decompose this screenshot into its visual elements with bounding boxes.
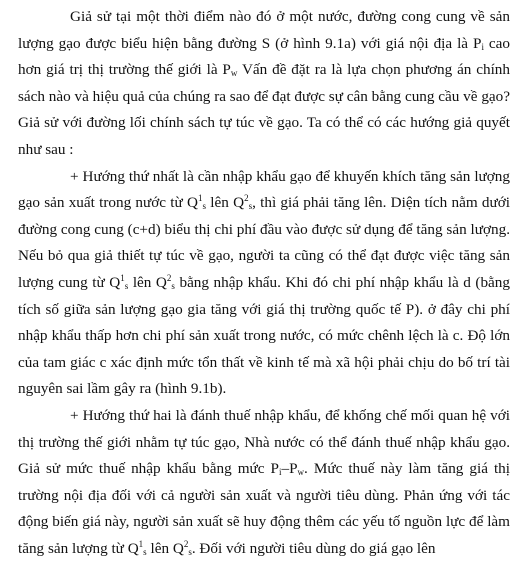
- subscript: s: [171, 280, 175, 291]
- subscript: w: [297, 467, 305, 478]
- text-run: cao hơn giá trị thị trường thế giới là P: [18, 34, 511, 79]
- text-run: + Hướng thứ hai là đánh thuế nhập khẩu, để khống chế mối quan hệ với thị trường thế giới nhằm tự túc gạo, Nhà nước có thể đánh thuế nhập khẩu gạo. Giả sử mức thuế nhập khẩu bằng mức P: [18, 406, 510, 478]
- subscript: i: [481, 41, 484, 52]
- superscript: 2: [183, 538, 189, 549]
- text-run: . Đối với người tiêu dùng do giá gạo lên: [191, 539, 436, 557]
- text-run: lên Q: [128, 273, 167, 291]
- paragraph-intro: [18, 4, 510, 164]
- superscript: 2: [244, 193, 249, 204]
- text-run: bằng nhập khẩu. Khi đó chi phí nhập khẩu là d (bằng tích số giữa sản lượng gạo gia tăng với giá thị trường quốc tế P). ở đây chi phí nhập khẩu thấp hơn chi phí sản xuất trong nước, có mức chênh lệch là c. Độ lớn của tam giác c xác định mức tổn thất về kinh tế mà xã hội phải chịu do bố trí tài nguyên sai lầm gây ra (hình 9.1b).: [18, 273, 510, 398]
- subscript: i: [278, 467, 282, 478]
- text-run: lên Q: [146, 539, 184, 557]
- paragraph-first-approach: [18, 164, 510, 403]
- superscript: 1: [120, 272, 125, 283]
- text-run: Giả sử tại một thời điểm nào đó ở một nước, đường cong cung về sản lượng gạo được biểu hiện bằng đường S (ở hình 9.1a) với giá nội địa là P: [18, 8, 510, 52]
- subscript: w: [230, 68, 238, 79]
- text-run: + Hướng thứ nhất là cần nhập khẩu gạo để khuyến khích tăng sản lượng gạo sản xuất trong nước từ Q: [18, 167, 510, 212]
- text-run: lên Q: [206, 194, 245, 212]
- subscript: s: [202, 201, 206, 212]
- subscript: s: [143, 546, 147, 557]
- text-run: , thì giá phải tăng lên. Diện tích nằm dưới đường cong cung (c+d) biểu thị chi phí đầu vào được sử dụng để tăng sản lượng. Nếu bỏ qua giả thiết tự túc về gạo, người ta cũng có thể đạt được việc tăng sản lượng cung từ Q: [18, 194, 510, 291]
- text-run: –P: [281, 460, 298, 478]
- paragraph-second-approach: [18, 403, 510, 563]
- subscript: s: [124, 280, 129, 291]
- text-run: Vấn đề đặt ra là lựa chọn phương án chính sách nào và hiệu quả của chúng ra sao để đạt được sự cân bằng cung cầu về gạo? Giả sử với đường lối chính sách tự túc về gạo. Ta có thể có các hướng giả quyết như sau :: [18, 61, 510, 158]
- subscript: s: [188, 546, 192, 557]
- superscript: 1: [138, 538, 144, 549]
- subscript: s: [248, 201, 253, 212]
- superscript: 2: [166, 272, 172, 283]
- superscript: 1: [197, 193, 203, 204]
- text-run: . Mức thuế này làm tăng giá thị trường nội địa đối với cả người sản xuất và người tiêu dùng. Phản ứng với tác động biến giá này, người sản xuất sẽ huy động thêm các yếu tố nguồn lực để làm tăng sản lượng từ Q: [18, 460, 510, 557]
